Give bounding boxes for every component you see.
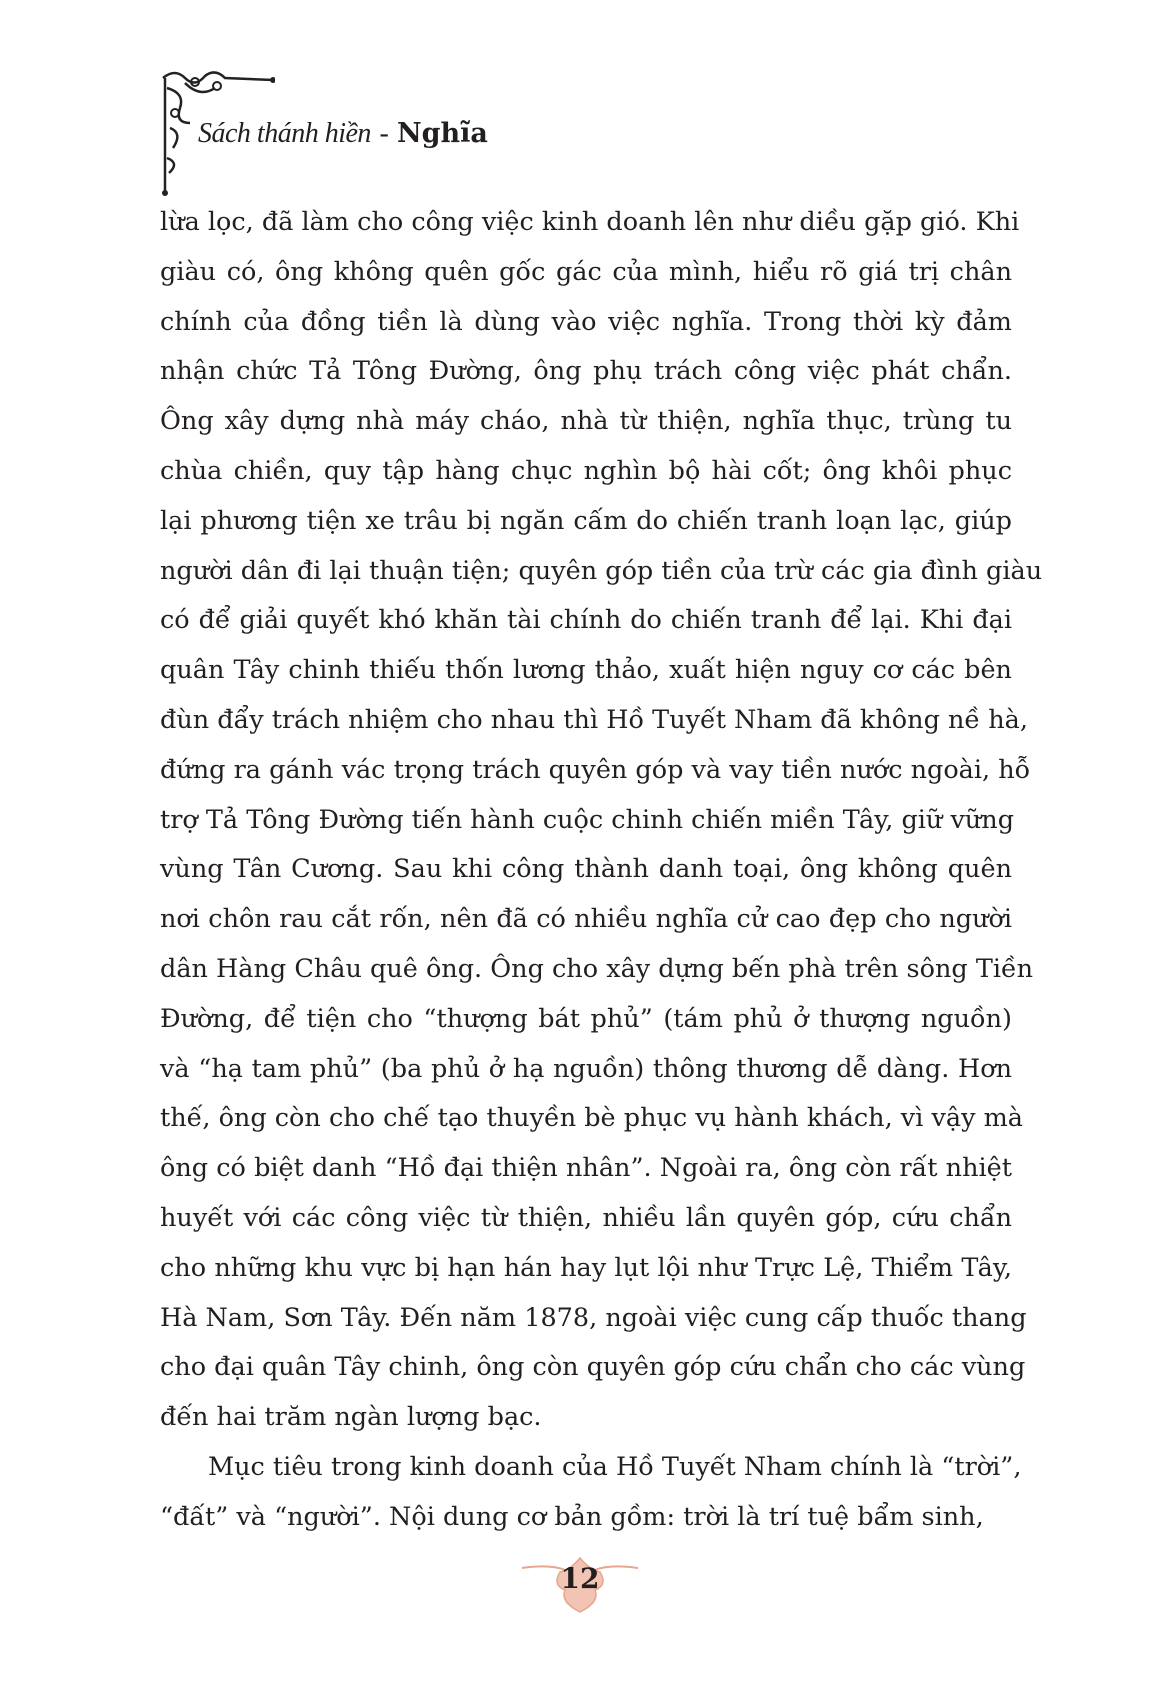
- text-line: Đường, để tiện cho “thượng bát phủ” (tám phủ ở thượng nguồn): [160, 1003, 1012, 1034]
- text-line: lại phương tiện xe trâu bị ngăn cấm do chiến tranh loạn lạc, giúp: [160, 505, 1012, 536]
- text-line: trợ Tả Tông Đường tiến hành cuộc chinh chiến miền Tây, giữ vững: [160, 804, 1015, 835]
- text-line: người dân đi lại thuận tiện; quyên góp tiền của trừ các gia đình giàu: [160, 555, 1043, 586]
- text-line: nơi chôn rau cắt rốn, nên đã có nhiều nghĩa cử cao đẹp cho người: [160, 904, 1012, 935]
- text-line: “đất” và “người”. Nội dung cơ bản gồm: trời là trí tuệ bẩm sinh,: [160, 1501, 984, 1532]
- page-number: [520, 1550, 640, 1620]
- text-line: quân Tây chinh thiếu thốn lương thảo, xuất hiện nguy cơ các bên: [160, 655, 1012, 686]
- text-line: Hà Nam, Sơn Tây. Đến năm 1878, ngoài việc cung cấp thuốc thang: [160, 1302, 1027, 1333]
- text-line: ông có biệt danh “Hồ đại thiện nhân”. Ngoài ra, ông còn rất nhiệt: [160, 1153, 1012, 1184]
- text-line: và “hạ tam phủ” (ba phủ ở hạ nguồn) thông thương dễ dàng. Hơn: [160, 1053, 1012, 1084]
- text-line: giàu có, ông không quên gốc gác của mình, hiểu rõ giá trị chân: [160, 256, 1012, 287]
- book-title: Nghĩa: [396, 118, 488, 149]
- text-line: Ông xây dựng nhà máy cháo, nhà từ thiện, nghĩa thục, trùng tu: [160, 406, 1012, 437]
- text-line: huyết với các công việc từ thiện, nhiều lần quyên góp, cứu chẩn: [160, 1202, 1012, 1233]
- text-line: đứng ra gánh vác trọng trách quyên góp và vay tiền nước ngoài, hỗ: [160, 754, 1031, 785]
- text-line: có để giải quyết khó khăn tài chính do chiến tranh để lại. Khi đại: [160, 605, 1012, 636]
- text-line: vùng Tân Cương. Sau khi công thành danh toại, ông không quên: [160, 854, 1012, 885]
- series-title: Sách thánh hiền: [198, 118, 371, 149]
- text-line: lừa lọc, đã làm cho công việc kinh doanh lên như diều gặp gió. Khi: [160, 207, 1020, 237]
- text-line: cho đại quân Tây chinh, ông còn quyên góp cứu chẩn cho các vùng: [160, 1352, 1026, 1383]
- text-line: nhận chức Tả Tông Đường, ông phụ trách công việc phát chẩn.: [160, 356, 1012, 387]
- header-separator: -: [379, 118, 389, 149]
- text-line: cho những khu vực bị hạn hán hay lụt lội như Trực Lệ, Thiểm Tây,: [160, 1252, 1012, 1283]
- text-line: đùn đẩy trách nhiệm cho nhau thì Hồ Tuyết Nham đã không nề hà,: [160, 704, 1028, 735]
- text-line: đến hai trăm ngàn lượng bạc.: [160, 1402, 542, 1433]
- text-line: thế, ông còn cho chế tạo thuyền bè phục vụ hành khách, vì vậy mà: [160, 1103, 1023, 1134]
- text-line: Mục tiêu trong kinh doanh của Hồ Tuyết Nham chính là “trời”,: [208, 1451, 1022, 1482]
- running-header: [198, 118, 488, 150]
- body-text: [160, 198, 1043, 1543]
- text-line: chính của đồng tiền là dùng vào việc nghĩa. Trong thời kỳ đảm: [160, 306, 1012, 337]
- page-number-text: 12: [560, 1562, 600, 1595]
- text-line: chùa chiền, quy tập hàng chục nghìn bộ hài cốt; ông khôi phục: [160, 455, 1012, 486]
- text-line: dân Hàng Châu quê ông. Ông cho xây dựng bến phà trên sông Tiền: [160, 953, 1034, 984]
